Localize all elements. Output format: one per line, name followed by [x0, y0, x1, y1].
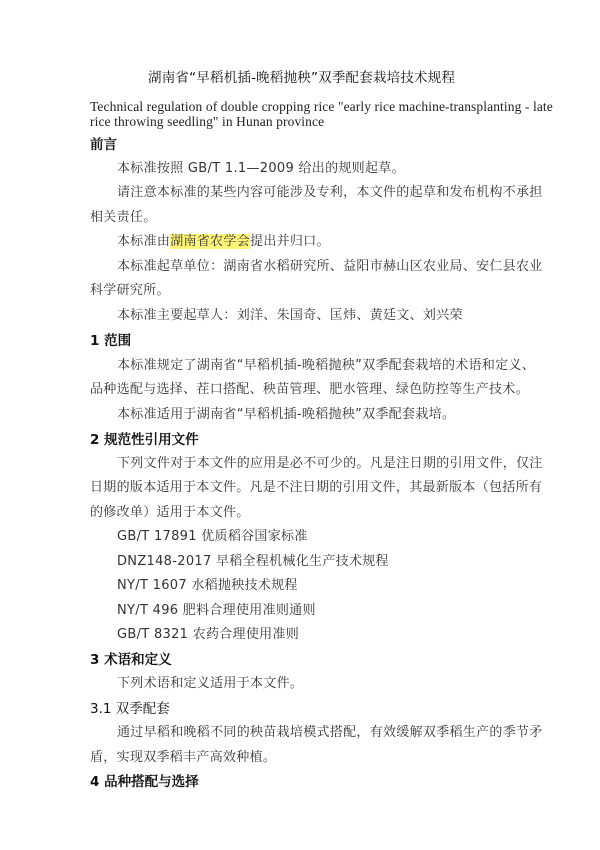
section-4-heading: 4 品种搭配与选择	[90, 774, 199, 790]
section-2-paragraph-line3: 的修改单）适用于本文件。	[90, 505, 250, 520]
reference-item: NY/T 496 肥料合理使用准则通则	[117, 603, 316, 618]
section-3-1-heading: 3.1 双季配套	[90, 701, 170, 717]
section-3-paragraph: 下列术语和定义适用于本文件。	[117, 676, 304, 691]
reference-item: NY/T 1607 水稻抛秧技术规程	[117, 578, 298, 593]
section-3-1-paragraph-line1: 通过早稻和晚稻不同的秧苗栽培模式搭配，有效缓解双季稻生产的季节矛	[117, 725, 543, 740]
proposer-prefix: 本标准由	[117, 234, 171, 249]
foreword-paragraph-3	[117, 234, 330, 250]
highlighted-organization: 湖南省农学会	[170, 234, 251, 249]
reference-item: GB/T 8321 农药合理使用准则	[117, 627, 300, 642]
section-1-paragraph-1-line2: 品种选配与选择、茬口搭配、秧苗管理、肥水管理、绿色防控等生产技术。	[90, 382, 529, 397]
foreword-paragraph-1: 本标准按照 GB/T 1.1—2009 给出的规则起草。	[117, 161, 405, 176]
reference-item: GB/T 17891 优质稻谷国家标准	[117, 529, 308, 544]
section-2-paragraph-line2: 日期的版本适用于本文件。凡是不注日期的引用文件，其最新版本（包括所有	[90, 480, 543, 495]
foreword-paragraph-2-line2: 相关责任。	[90, 210, 157, 225]
foreword-paragraph-4-line1: 本标准起草单位：湖南省水稻研究所、益阳市赫山区农业局、安仁县农业	[117, 259, 543, 274]
section-1-paragraph-2: 本标准适用于湖南省“早稻机插-晚稻抛秧”双季配套栽培。	[117, 407, 456, 422]
foreword-paragraph-4-line2: 科学研究所。	[90, 283, 170, 298]
section-2-heading: 2 规范性引用文件	[90, 432, 199, 448]
english-title-line2: rice throwing seedling" in Hunan province	[90, 114, 325, 129]
foreword-paragraph-2-line1: 请注意本标准的某些内容可能涉及专利，本文件的起草和发布机构不承担	[117, 185, 543, 200]
foreword-paragraph-5: 本标准主要起草人：刘洋、朱国奇、匡炜、黄廷文、刘兴荣	[117, 308, 463, 323]
section-2-paragraph-line1: 下列文件对于本文件的应用是必不可少的。凡是注日期的引用文件，仅注	[117, 456, 543, 471]
document-title: 湖南省“早稻机插-晚稻抛秧”双季配套栽培技术规程	[148, 70, 456, 86]
proposer-suffix: 提出并归口。	[250, 234, 330, 249]
section-1-heading: 1 范围	[90, 333, 132, 349]
section-1-paragraph-1-line1: 本标准规定了湖南省“早稻机插-晚稻抛秧”双季配套栽培的术语和定义、	[117, 358, 536, 373]
foreword-heading: 前言	[90, 137, 117, 153]
section-3-heading: 3 术语和定义	[90, 652, 172, 668]
english-title-line1: Technical regulation of double cropping rice "early rice machine-transplanting - late	[90, 99, 553, 114]
section-3-1-paragraph-line2: 盾，实现双季稻丰产高效种植。	[90, 750, 277, 765]
reference-item: DNZ148-2017 早稻全程机械化生产技术规程	[117, 554, 389, 569]
